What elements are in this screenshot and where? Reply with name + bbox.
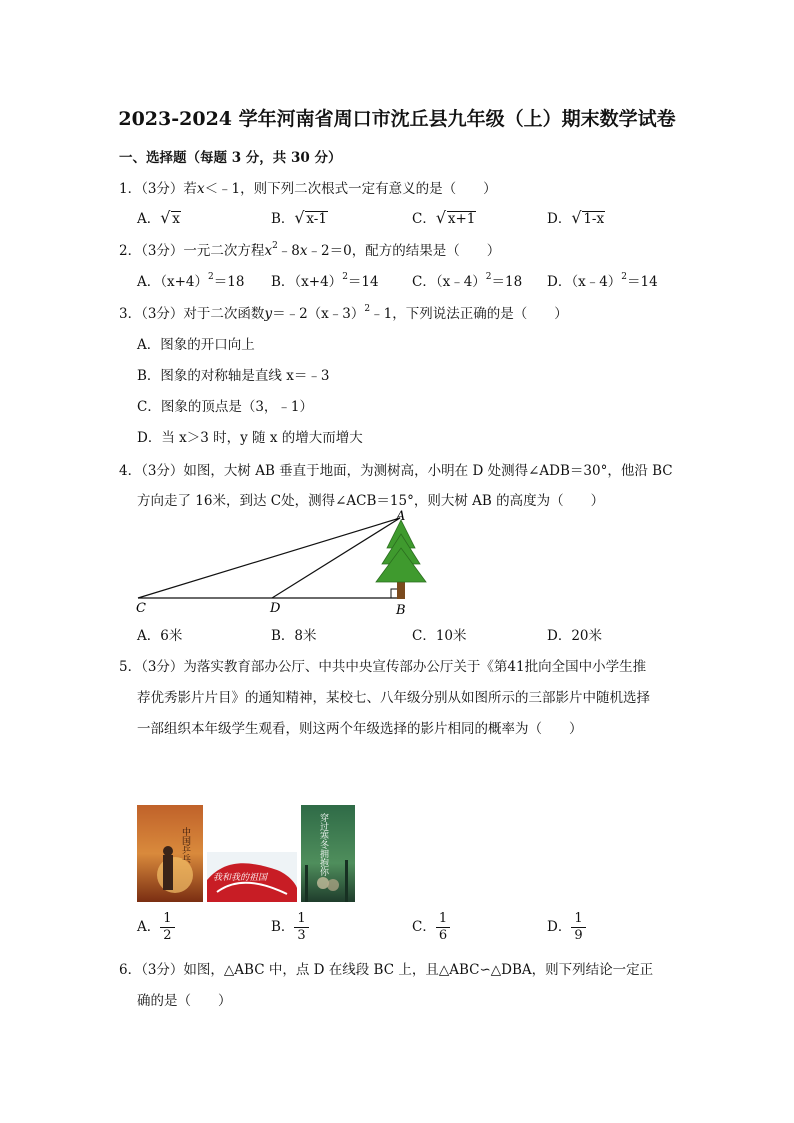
label-b: B	[396, 603, 406, 618]
line-ca	[138, 518, 400, 598]
q3-option-b: B．图象的对称轴是直线 x＝﹣3	[137, 368, 330, 384]
question-4-line1: 4．（3分）如图，大树 AB 垂直于地面，为测树高，小明在 D 处测得∠ADB＝30°，他沿 BC	[119, 463, 673, 479]
line-da	[272, 518, 400, 598]
q2-option-a: A．$(x+4)^2=18$	[137, 272, 245, 290]
question-3: 3．（3分）对于二次函数y＝﹣2（x﹣3）$^2$﹣1，下列说法正确的是（ ）	[119, 304, 568, 322]
q1-text: ＜﹣1，则下列二次根式一定有意义的是（ ）	[204, 181, 497, 197]
svg-text:我和我的祖国: 我和我的祖国	[213, 873, 268, 883]
q5-option-c: C． $\frac{1}{6}$	[412, 911, 450, 944]
q3-option-d: D．当 x＞3 时，y 随 x 的增大而增大	[137, 430, 363, 446]
question-6-line1: 6．（3分）如图，△ABC 中，点 D 在线段 BC 上，且△ABC∽△DBA，则下列结论一定正	[119, 962, 654, 978]
q3-option-c: C．图象的顶点是（3，﹣1）	[137, 399, 314, 415]
q4-option-a: A．6米	[137, 628, 183, 644]
label-d: D	[270, 601, 281, 616]
svg-text:穿过寒冬拥抱你: 穿过寒冬拥抱你	[318, 813, 328, 876]
q5-option-b: B． $\frac{1}{3}$	[271, 911, 309, 944]
q4-option-d: D．20米	[547, 628, 603, 644]
question-6-line2: 确的是（ ）	[137, 993, 232, 1009]
q2-option-d: D．（x﹣4）$^2$＝14	[547, 272, 658, 290]
label-c: C	[136, 601, 146, 616]
q2-option-c: C．（x﹣4）$^2$＝18	[412, 272, 523, 290]
q4-option-c: C．10米	[412, 628, 467, 644]
tree-triangle-figure	[130, 508, 430, 618]
q5-option-d: D． $\frac{1}{9}$	[547, 911, 586, 944]
q2-option-b: B．$(x+4)^2=14$	[271, 272, 379, 290]
q4-option-b: B．8米	[271, 628, 317, 644]
q1-option-c: C． √ x+1	[412, 208, 476, 227]
question-5-line1: 5．（3分）为落实教育部办公厅、中共中央宣传部办公厅关于《第41批向全国中小学生推	[119, 659, 647, 675]
movie-poster-1	[137, 805, 203, 902]
page-title: 2023-2024 学年河南省周口市沈丘县九年级（上）期末数学试卷	[118, 108, 676, 130]
movie-poster-3	[301, 805, 355, 902]
q1-option-a: A． √ x	[137, 208, 180, 227]
svg-text:中国乒乓: 中国乒乓	[180, 827, 190, 863]
question-2: 2．（3分）一元二次方程$x^2﹣8x﹣2=0$，配方的结果是（ ）	[119, 241, 501, 259]
question-5-line2: 荐优秀影片片目》的通知精神，某校七、八年级分别从如图所示的三部影片中随机选择	[137, 690, 650, 706]
question-4-line2: 方向走了 16米，到达 C处，测得∠ACB＝15°，则大树 AB 的高度为（ ）	[137, 493, 605, 509]
q1-number: 1．（3分）若	[119, 181, 197, 197]
q1-option-d: D． √ 1-x	[547, 208, 605, 227]
q5-option-a: A． $\frac{1}{2}$	[137, 911, 175, 944]
tree-icon	[376, 520, 426, 599]
q1-var: x	[196, 181, 205, 197]
label-a: A	[396, 509, 406, 524]
section-heading: 一、选择题（每题 3 分，共 30 分）	[119, 150, 342, 166]
q3-option-a: A．图象的开口向上	[137, 337, 255, 353]
question-1	[119, 177, 497, 197]
question-5-line3: 一部组织本年级学生观看，则这两个年级选择的影片相同的概率为（ ）	[137, 721, 583, 737]
q1-option-b: B． √ x-1	[271, 208, 327, 227]
movie-poster-2	[207, 852, 297, 902]
